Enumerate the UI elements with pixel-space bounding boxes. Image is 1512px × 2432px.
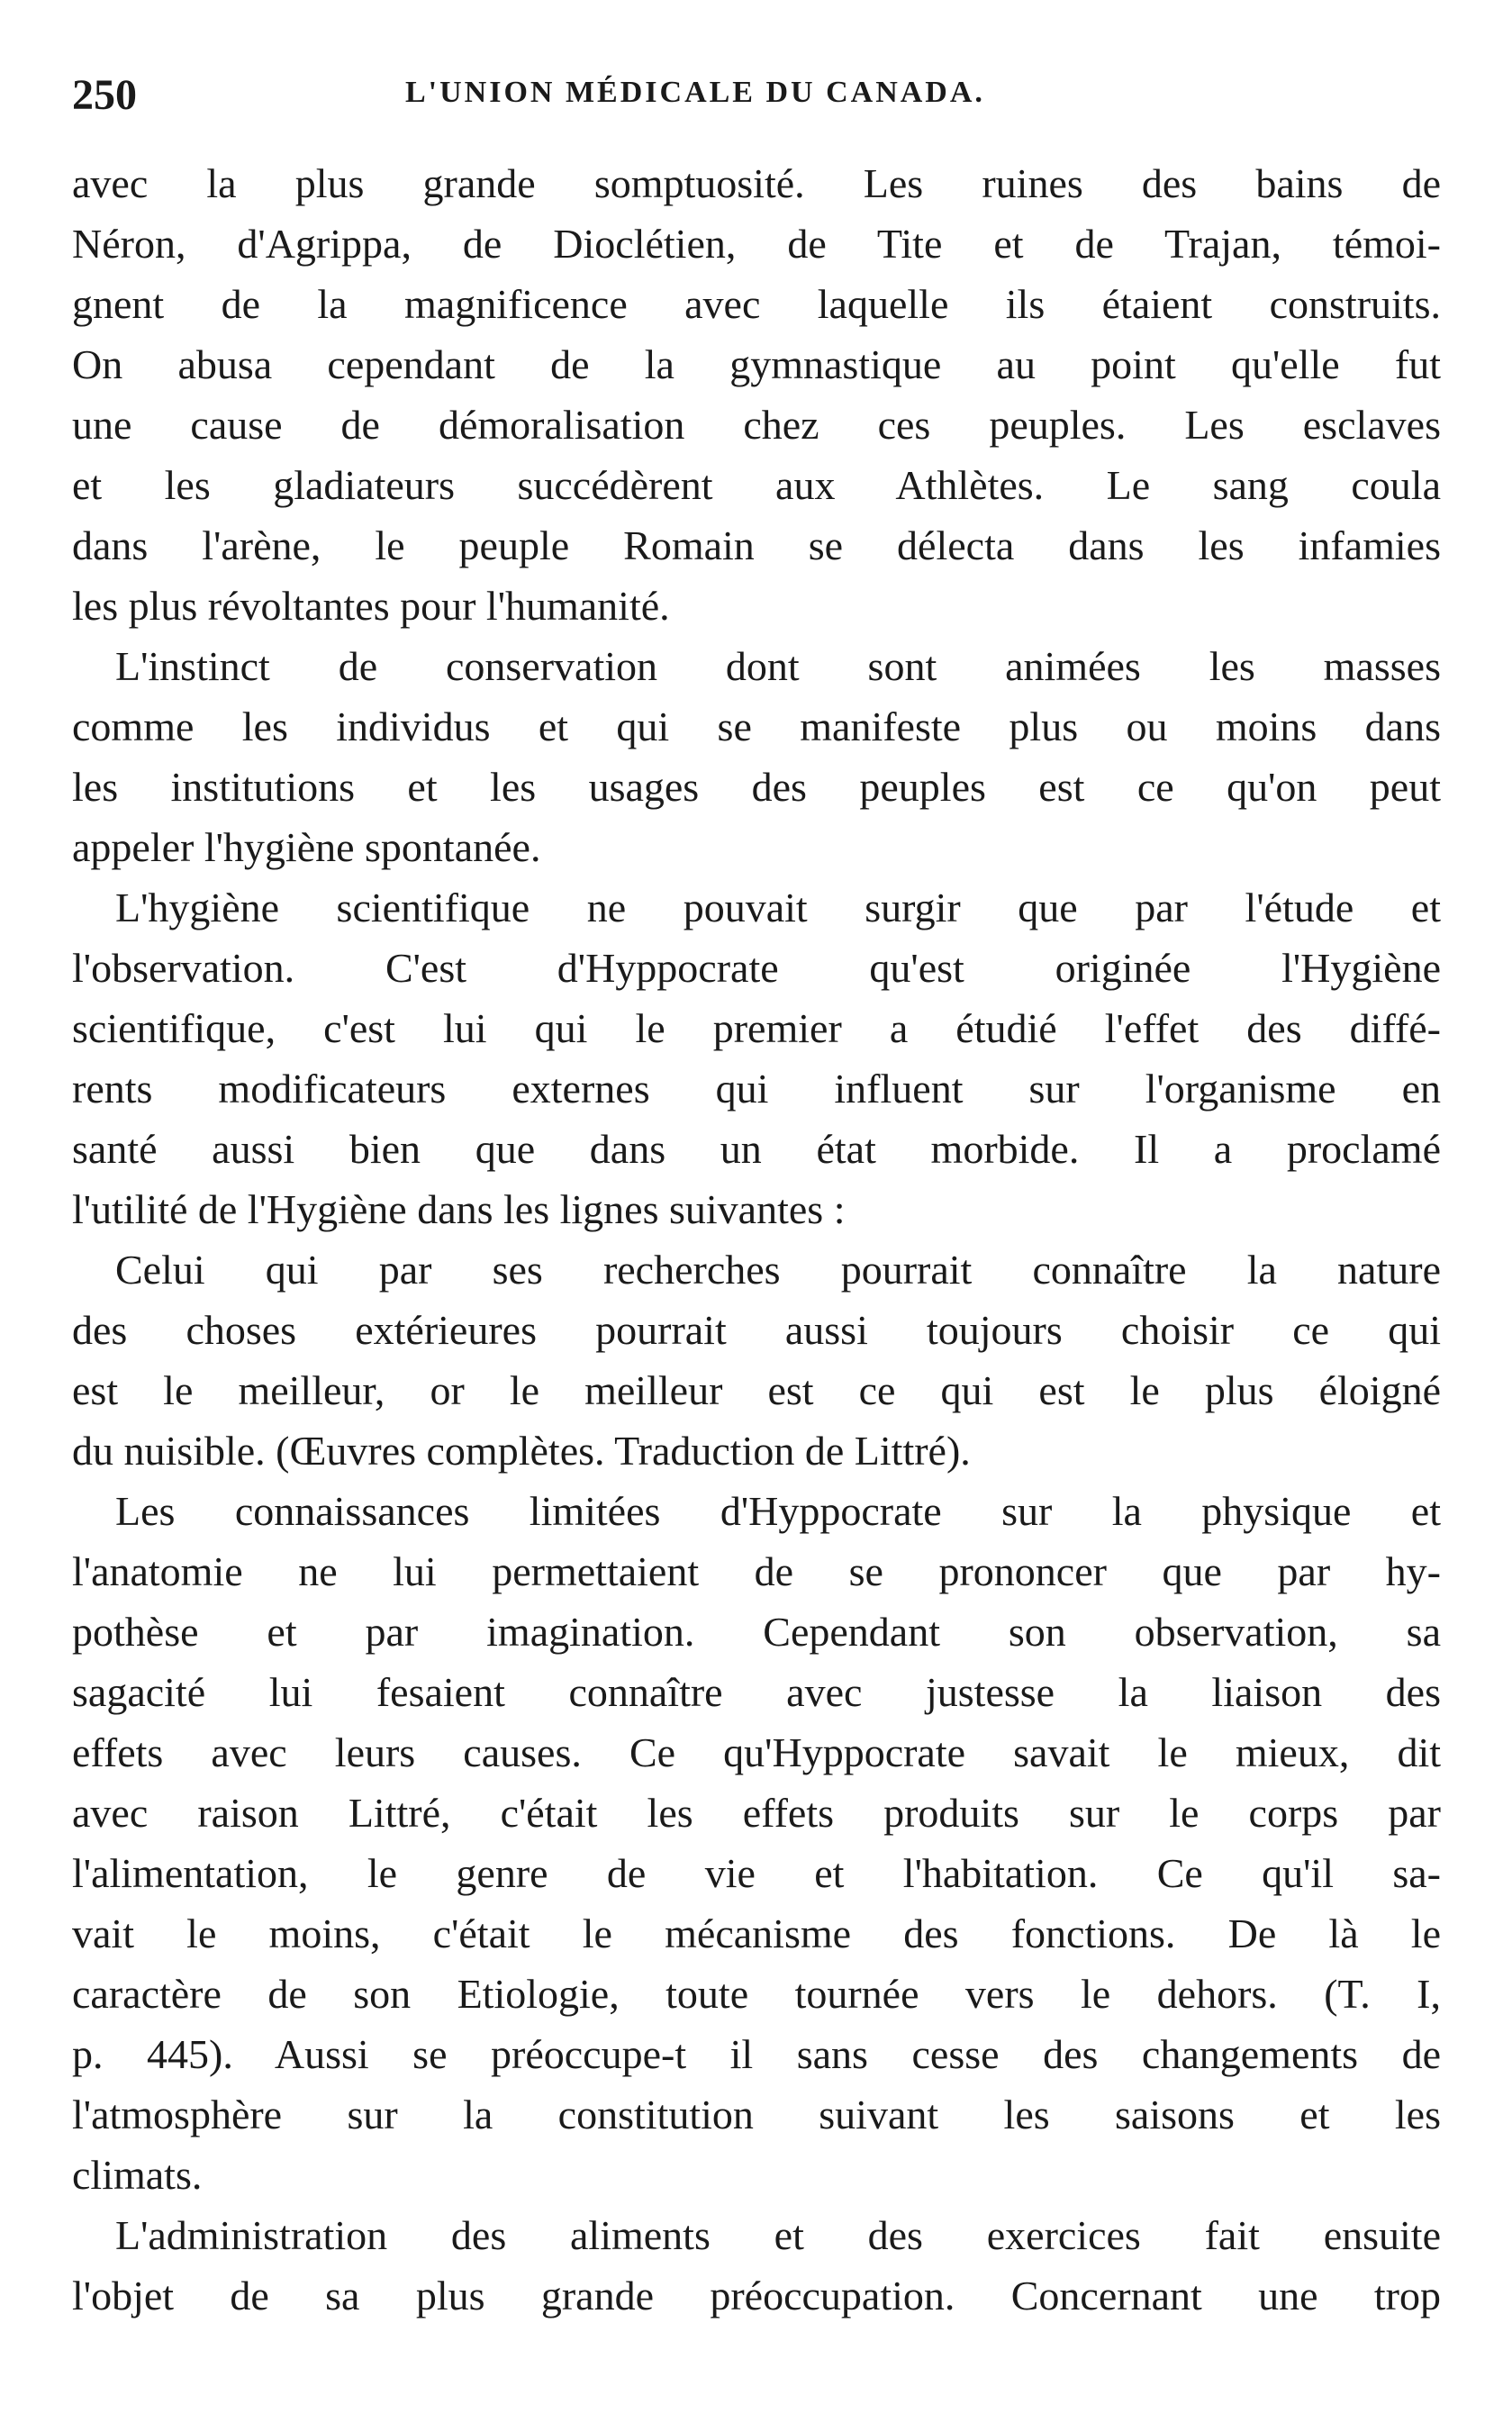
paragraph-start: L'instinct de conservation dont sont animées les masses [115, 643, 1441, 689]
page [72, 54, 1441, 2326]
text-line: dans l'arène, le peuple Romain se délecta dans les infamies [72, 522, 1441, 568]
text-line: pothèse et par imagination. Cependant son observation, sa [72, 1609, 1441, 1655]
running-title: L'UNION MÉDICALE DU CANADA. [405, 76, 985, 109]
text-line: avec la plus grande somptuosité. Les ruines des bains de [72, 160, 1441, 206]
text-line: l'utilité de l'Hygiène dans les lignes suivantes : [72, 1186, 846, 1232]
text-line: vait le moins, c'était le mécanisme des fonctions. De là le [72, 1910, 1441, 1956]
page-number: 250 [72, 71, 137, 119]
text-line: appeler l'hygiène spontanée. [72, 824, 541, 870]
text-line: santé aussi bien que dans un état morbide. Il a proclamé [72, 1126, 1441, 1172]
text-line: gnent de la magnificence avec laquelle ils étaient construits. [72, 281, 1441, 327]
paragraph-start: L'administration des aliments et des exercices fait ensuite [115, 2212, 1441, 2258]
text-line: les institutions et les usages des peuples est ce qu'on peut [72, 764, 1441, 810]
text-line: caractère de son Etiologie, toute tournée vers le dehors. (T. I, [72, 1971, 1441, 2017]
text-line: effets avec leurs causes. Ce qu'Hyppocrate savait le mieux, dit [72, 1729, 1441, 1775]
text-line: des choses extérieures pourrait aussi toujours choisir ce qui [72, 1307, 1441, 1353]
text-line: est le meilleur, or le meilleur est ce qui est le plus éloigné [72, 1367, 1441, 1413]
paragraph-start: Les connaissances limitées d'Hyppocrate sur la physique et [115, 1488, 1441, 1534]
text-line: du nuisible. (Œuvres complètes. Traduction de Littré). [72, 1428, 971, 1474]
paragraph-start: L'hygiène scientifique ne pouvait surgir que par l'étude et [115, 885, 1441, 930]
text-line: sagacité lui fesaient connaître avec justesse la liaison des [72, 1669, 1441, 1715]
text-line: les plus révoltantes pour l'humanité. [72, 583, 670, 629]
text-line: On abusa cependant de la gymnastique au point qu'elle fut [72, 341, 1441, 387]
text-line: comme les individus et qui se manifeste plus ou moins dans [72, 703, 1441, 749]
text-line: l'objet de sa plus grande préoccupation. Concernant une trop [72, 2273, 1441, 2319]
body-text [72, 153, 1441, 2326]
text-line: l'anatomie ne lui permettaient de se prononcer que par hy- [72, 1548, 1441, 1594]
page-header [72, 54, 1441, 135]
text-line: rents modificateurs externes qui influent sur l'organisme en [72, 1066, 1441, 1112]
text-line: et les gladiateurs succédèrent aux Athlètes. Le sang coula [72, 462, 1441, 508]
text-line: Néron, d'Agrippa, de Dioclétien, de Tite et de Trajan, témoi- [72, 221, 1441, 267]
quote-start: Celui qui par ses recherches pourrait connaître la nature [115, 1247, 1441, 1293]
text-line: climats. [72, 2152, 203, 2198]
text-line: scientifique, c'est lui qui le premier a étudié l'effet des diffé- [72, 1005, 1441, 1051]
text-line: l'observation. C'est d'Hyppocrate qu'est originée l'Hygiène [72, 945, 1441, 991]
text-line: une cause de démoralisation chez ces peuples. Les esclaves [72, 402, 1441, 448]
text-line: l'alimentation, le genre de vie et l'habitation. Ce qu'il sa- [72, 1850, 1441, 1896]
text-line: avec raison Littré, c'était les effets produits sur le corps par [72, 1790, 1441, 1836]
text-line: p. 445). Aussi se préoccupe-t il sans cesse des changements de [72, 2031, 1441, 2077]
text-line: l'atmosphère sur la constitution suivant les saisons et les [72, 2092, 1441, 2137]
